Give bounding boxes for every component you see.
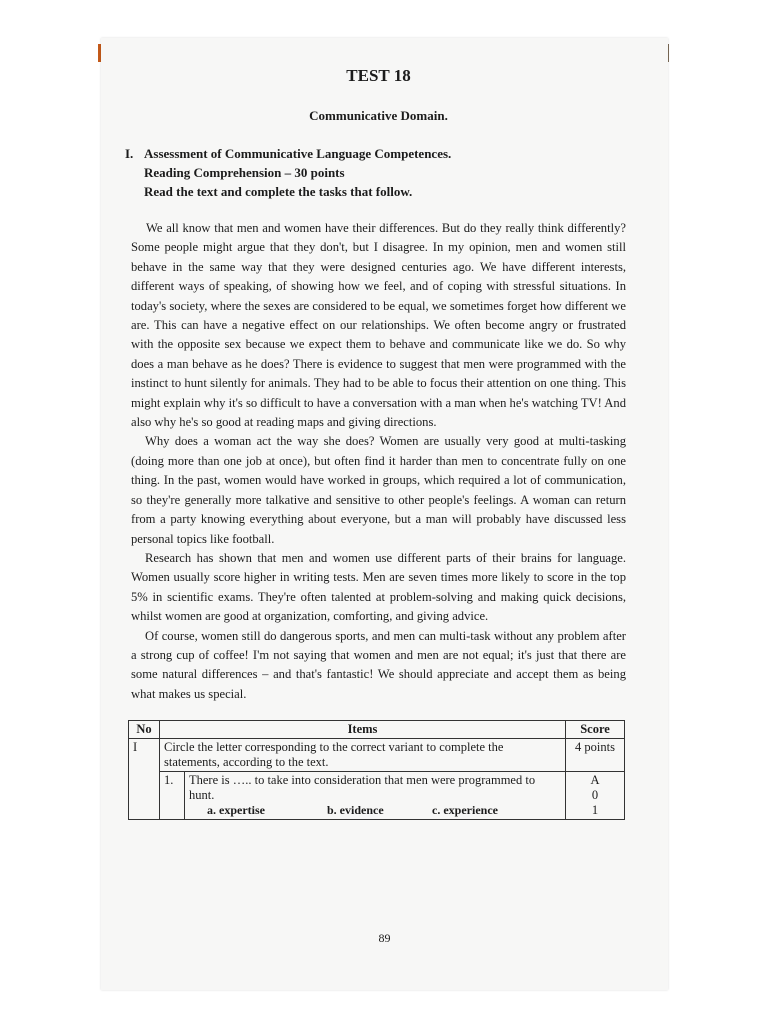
- passage-paragraph-2: Why does a woman act the way she does? Women are usually very good at multi-tasking (doing more than one job at once), but often find it harder than men to concentrate fully on one thing. In the past, women would have worked in groups, which required a lot of communication, so they're generally more talkative and sensitive to other people's feelings. A woman can return from a party knowing everything about everyone, but a man will probably have discussed less personal topics like football.: [131, 434, 626, 546]
- reading-passage: [131, 219, 626, 704]
- row-number: I: [129, 739, 160, 820]
- score-line-0: 0: [591, 788, 599, 803]
- section-number: I.: [125, 146, 134, 161]
- passage-paragraph-1: We all know that men and women have their differences. But do they really think differently? Some people might argue that they don't, but I disagree. In my opinion, men and women still behave in the same way that they were designed centuries ago. We have different interests, different ways of speaking, of showing how we feel, and of coping with stressful situations. In today's society, where the sexes are considered to be equal, we sometimes forget how different we are. This can have a negative effect on our relationships. We often become angry or frustrated with the opposite sex because we expect them to behave and communicate like we do. So why does a man behave as he does? There is evidence to suggest that men were programmed with the instinct to hunt silently for animals. They had to be able to focus their attention on one thing. This might explain why it's so difficult to have a conversation with a man when he's watching TV! And also why he's so good at reading maps and giving directions.: [131, 221, 626, 430]
- table-header-row: [129, 721, 625, 739]
- option-b[interactable]: b. evidence: [327, 803, 384, 818]
- test-title: TEST 18: [346, 66, 411, 85]
- table-row: [129, 772, 625, 820]
- header-no: No: [129, 721, 160, 739]
- question-cell: [185, 772, 566, 820]
- book-page: [101, 38, 668, 990]
- section-line-instruction: Read the text and complete the tasks that follow.: [144, 184, 413, 199]
- section-line-assessment: Assessment of Communicative Language Competences.: [144, 146, 452, 161]
- question-score: [566, 772, 625, 820]
- header-score: Score: [566, 721, 625, 739]
- section-heading: [125, 144, 626, 201]
- header-items: Items: [160, 721, 566, 739]
- option-a[interactable]: a. expertise: [207, 803, 265, 818]
- table-row: [129, 739, 625, 772]
- task-table: [128, 720, 625, 820]
- question-statement: There is ….. to take into consideration that men were programmed to hunt.: [189, 773, 536, 803]
- score-line-a: A: [590, 773, 600, 788]
- task-instruction: Circle the letter corresponding to the correct variant to complete the statements, according to the text.: [160, 739, 566, 772]
- option-c[interactable]: c. experience: [432, 803, 498, 818]
- passage-paragraph-4: Of course, women still do dangerous sports, and men can multi-task without any problem after a strong cup of coffee! I'm not saying that women and men are not equal; it's just that there are some natural differences – and that's fantastic! We should appreciate and accept them as being what makes us special.: [131, 628, 626, 701]
- domain-title: Communicative Domain.: [309, 108, 448, 123]
- answer-options: [189, 803, 561, 818]
- page-content: [125, 66, 626, 820]
- score-line-1: 1: [591, 803, 599, 818]
- page-number: 89: [378, 931, 391, 945]
- section-line-reading: Reading Comprehension – 30 points: [144, 165, 345, 180]
- task-score: 4 points: [566, 739, 625, 772]
- question-number: 1.: [160, 772, 185, 820]
- passage-paragraph-3: Research has shown that men and women use different parts of their brains for language. Women usually score higher in writing tests. Men are seven times more likely to score in the top 5% in scientific exams. They're often talented at problem-solving and making quick decisions, whilst women are good at organization, comforting, and giving advice.: [131, 550, 626, 624]
